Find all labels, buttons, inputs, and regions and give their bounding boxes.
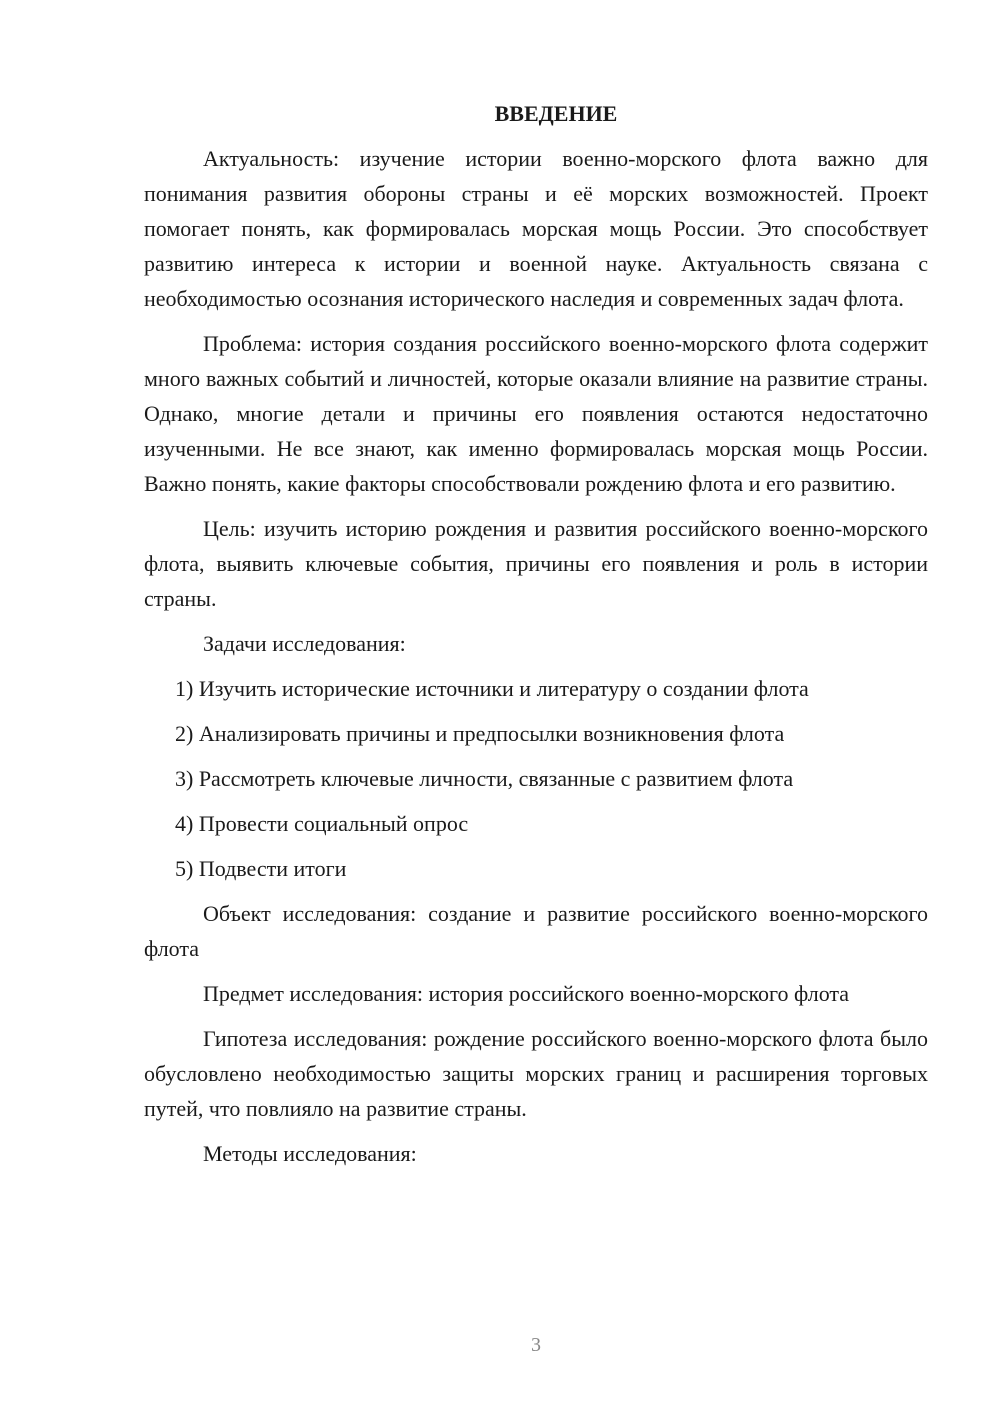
page-number: 3 — [531, 1334, 541, 1356]
methods-heading: Методы исследования: — [203, 1141, 417, 1166]
task-item-1: 1) Изучить исторические источники и литературу о создании флота — [175, 676, 809, 701]
task-item-4: 4) Провести социальный опрос — [175, 811, 469, 836]
paragraph-subject: Предмет исследования: история российского военно-морского флота — [203, 981, 850, 1006]
task-item-2: 2) Анализировать причины и предпосылки возникновения флота — [175, 721, 785, 746]
task-item-5: 5) Подвести итоги — [175, 856, 347, 881]
paragraph-relevance: Актуальность: изучение истории военно-морского флота важно для понимания развития обороны страны и её морских возможностей. Проект помогает понять, как формировалась морская мощь России. Это способствует развитию интереса к истории и военной науке. Актуальность связана с необходимостью осознания исторического наследия и современных задач флота. — [144, 146, 928, 311]
task-item-3: 3) Рассмотреть ключевые личности, связанные с развитием флота — [175, 766, 794, 791]
paragraph-goal: Цель: изучить историю рождения и развития российского военно-морского флота, выявить ключевые события, причины его появления и роль в истории страны. — [144, 516, 928, 611]
paragraph-problem: Проблема: история создания российского военно-морского флота содержит много важных событий и личностей, которые оказали влияние на развитие страны. Однако, многие детали и причины его появления остаются недостаточно изученными. Не все знают, как именно формировалась морская мощь России. Важно понять, какие факторы способствовали рождению флота и его развитию. — [144, 331, 928, 496]
tasks-heading: Задачи исследования: — [203, 631, 406, 656]
paragraph-object: Объект исследования: создание и развитие российского военно-морского флота — [144, 901, 928, 961]
section-title: ВВЕДЕНИЕ — [494, 101, 618, 126]
page-content — [144, 96, 928, 1181]
task-list — [144, 671, 928, 886]
paragraph-hypothesis: Гипотеза исследования: рождение российского военно-морского флота было обусловлено необходимостью защиты морских границ и расширения торговых путей, что повлияло на развитие страны. — [144, 1026, 928, 1121]
